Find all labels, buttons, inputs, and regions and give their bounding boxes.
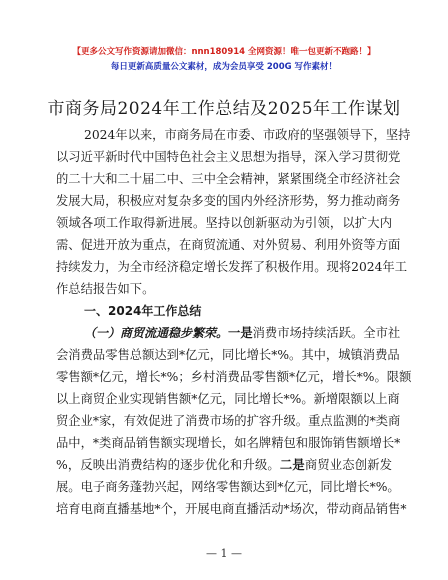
text-fragment: 商贸业态创新发 — [304, 458, 392, 472]
text-line: 会消费品零售总额达到*亿元，同比增长*%。其中，城镇消费品 — [56, 348, 400, 362]
promo-banner-line2: 每日更新高质量公文素材，成为会员享受 200G 写作素材！ — [110, 62, 338, 72]
section1-paragraph — [56, 322, 412, 520]
document-body — [56, 124, 412, 520]
text-line: 展。电子商务蓬勃兴起，网络零售额达到*亿元，同比增长*%。 — [56, 480, 400, 494]
text-line: 持续发力，为全市经济稳定增长发挥了积极作用。现将2024年工 — [56, 260, 408, 274]
page-number: — 1 — — [206, 547, 242, 560]
text-line: 贸企业*家，有效促进了消费市场的扩容升级。重点监测的*类商 — [56, 414, 401, 428]
point-marker: 一是 — [228, 325, 253, 340]
text-line: 领域各项工作取得新进展。坚持以创新驱动为引领，以扩大内 — [56, 216, 392, 230]
text-line — [56, 322, 401, 344]
text-line: 作总结报告如下。 — [56, 282, 155, 296]
text-line: 需、促进开放为重点，在商贸流通、对外贸易、利用外资等方面 — [56, 238, 401, 252]
point-marker: 二是 — [279, 457, 305, 472]
text-line: 零售额*亿元，增长*%；乡村消费品零售额*亿元，增长*%。限额 — [56, 370, 412, 384]
text-line — [56, 454, 392, 476]
text-fragment: 消费市场持续活跃。全市社 — [252, 326, 401, 340]
subsection-heading: （一）商贸流通稳步繁荣。 — [84, 326, 229, 340]
promo-banner-line1: 【更多公文写作资源请加微信：nnn180914 全网资源！唯一包更新不跑路！】 — [72, 47, 376, 57]
text-line: 的二十大和二十届二中、三中全会精神，紧紧围绕全市经济社会 — [56, 172, 401, 186]
intro-paragraph — [56, 124, 411, 300]
text-line: 以习近平新时代中国特色社会主义思想为指导，深入学习贯彻党 — [56, 150, 401, 164]
text-line: 以上商贸企业实现销售额*亿元，同比增长*%。新增限额以上商 — [56, 392, 400, 406]
text-line: 培育电商直播基地*个，开展电商直播活动*场次，带动商品销售* — [56, 502, 407, 516]
text-line: 2024年以来，市商务局在市委、市政府的坚强领导下，坚持 — [84, 128, 411, 142]
text-line: 品中，*类商品销售额实现增长，如名牌精包和服饰销售额增长* — [56, 436, 401, 450]
text-fragment: %，反映出消费结构的逐步优化和升级。 — [56, 458, 280, 472]
text-line: 发展大局，积极应对复杂多变的国内外经济形势，努力推动商务 — [56, 194, 401, 208]
document-title: 市商务局2024年工作总结及2025年工作谋划 — [47, 99, 401, 119]
section-heading: 一、2024年工作总结 — [84, 304, 202, 318]
